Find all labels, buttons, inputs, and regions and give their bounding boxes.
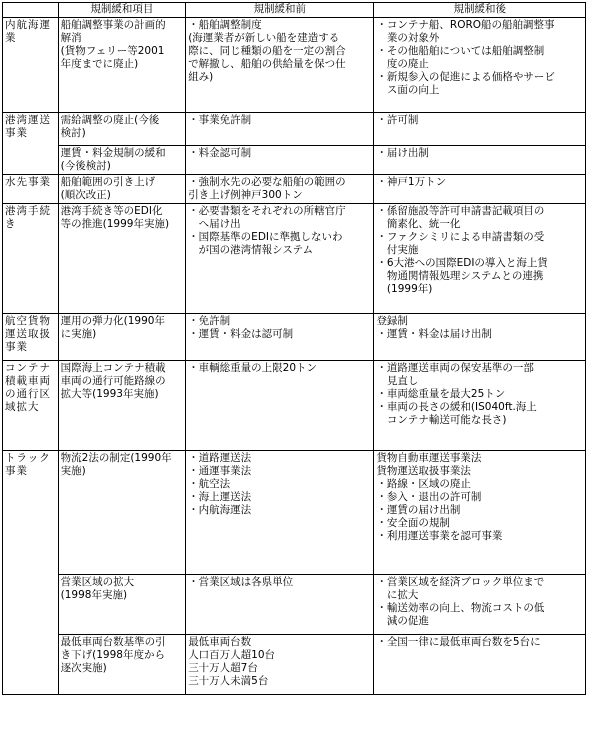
table-row [3, 314, 586, 361]
cell-line: ・許可制 [376, 114, 419, 126]
table-row [3, 175, 586, 204]
cell-line: 登録制 [376, 315, 408, 327]
cell-line: ・安全面の規制 [376, 517, 450, 529]
after-cell [374, 175, 586, 204]
table-row [3, 204, 586, 314]
cell-line: 検討) [60, 127, 86, 139]
cell-line: ・運賃・料金は認可制 [188, 328, 294, 340]
cell-line: (1998年実施) [60, 589, 128, 601]
cell-line: (順次改正) [60, 189, 111, 201]
table-row [3, 575, 586, 635]
before-cell [186, 635, 374, 695]
cell-line: ・必要書類をそれぞれの所轄官庁 [188, 205, 346, 217]
cell-line: ・料金認可制 [188, 147, 252, 159]
table-row [3, 113, 586, 146]
cell-line: ・強制水先の必要な船舶の範囲の [188, 176, 346, 188]
cell-line: ・営業区域を経済ブロック単位まで [376, 576, 545, 588]
cell-line: ・内航海運法 [188, 504, 252, 516]
cell-line: ・車輌総重量の上限20トン [188, 362, 318, 374]
cell-line: 減の促進 [376, 615, 429, 627]
cell-line: 営業区域の拡大 [60, 576, 135, 588]
header-after: 規制緩和後 [374, 3, 586, 18]
cell-line: ・道路運送法 [188, 452, 252, 464]
after-cell [374, 635, 586, 695]
cell-line: 船舶範囲の引き上げ [60, 176, 156, 188]
cell-line: 需給調整の廃止(今後 [60, 114, 160, 126]
after-cell [374, 575, 586, 635]
after-cell [374, 204, 586, 314]
cell-line: ・船舶調整制度 [188, 19, 262, 31]
before-cell [186, 204, 374, 314]
cell-line: ・道路運送車両の保安基準の一部 [376, 362, 534, 374]
cell-line: ・参入・退出の許可制 [376, 491, 482, 503]
cell-line: 貨物運送取扱事業法 [376, 465, 471, 477]
cell-line: 三十万人未満5台 [188, 675, 269, 687]
cell-line: ・その他船舶については船舶調整制 [376, 45, 545, 57]
cell-line: 物流2法の制定(1990年 [60, 452, 172, 464]
item-cell [58, 575, 186, 635]
cell-line: ス面の向上 [376, 84, 440, 96]
cell-line: ・事業免許制 [188, 114, 252, 126]
cell-line: 等の推進(1999年実施) [60, 218, 170, 230]
cell-line: が国の港湾情報システム [188, 244, 314, 256]
cell-line: き下げ(1998年度から [60, 649, 165, 661]
before-cell [186, 113, 374, 146]
before-cell [186, 175, 374, 204]
cell-line: 物通関情報処理システムとの連携 [376, 270, 544, 282]
cell-line: ・係留施設等許可申請書記載項目の [376, 205, 545, 217]
after-cell [374, 146, 586, 175]
before-cell [186, 18, 374, 113]
item-cell [58, 635, 186, 695]
after-cell [374, 113, 586, 146]
cell-line: ・免許制 [188, 315, 231, 327]
cell-line: (1999年) [376, 283, 433, 295]
cell-line: に拡大 [376, 589, 419, 601]
header-row [3, 3, 586, 18]
cell-line: コンテナ輸送可能な長さ) [376, 414, 507, 426]
cell-line: 業の対象外 [376, 32, 440, 44]
after-cell [374, 361, 586, 451]
cell-line: 国際海上コンテナ積載 [60, 362, 166, 374]
cell-line: 三十万人超7台 [188, 662, 258, 674]
cell-line: ・営業区域は各県単位 [188, 576, 294, 588]
cell-line: 逐次実施) [60, 662, 107, 674]
table-row [3, 361, 586, 451]
category-cell: 港湾運送事業 [3, 113, 59, 175]
regulation-table [2, 2, 586, 695]
cell-line: ・通運事業法 [188, 465, 252, 477]
cell-line: ・海上運送法 [188, 491, 252, 503]
cell-line: 際に、同じ種類の船を一定の割合 [188, 45, 346, 57]
cell-line: ・車両の長さの緩和(IS040ft.海上 [376, 401, 537, 413]
cell-line: へ届け出 [188, 218, 241, 230]
header-before: 規制緩和前 [186, 3, 374, 18]
item-cell [58, 146, 186, 175]
before-cell [186, 314, 374, 361]
table-row [3, 146, 586, 175]
category-cell: 港湾手続き [3, 204, 59, 314]
before-cell [186, 361, 374, 451]
cell-line: ・運賃・料金は届け出制 [376, 328, 492, 340]
cell-line: に実施) [60, 328, 97, 340]
cell-line: ・利用運送事業を認可事業 [376, 530, 503, 542]
category-cell: コンテナ積載車両の通行区域拡大 [3, 361, 59, 451]
cell-line: ・航空法 [188, 478, 231, 490]
cell-line: (今後検討) [60, 160, 111, 172]
cell-line: 貨物自動車運送事業法 [376, 452, 482, 464]
cell-line: 解消 [60, 32, 82, 44]
cell-line: 船舶調整事業の計画的 [60, 19, 166, 31]
cell-line: ・6大港への国際EDIの導入と海上貨 [376, 257, 548, 269]
cell-line: ・車両総重量を最大25トン [376, 388, 506, 400]
cell-line: 年度までに廃止) [60, 58, 139, 70]
cell-line: 組み) [188, 71, 214, 83]
item-cell [58, 361, 186, 451]
cell-line: ・全国一律に最低車両台数を5台に [376, 636, 541, 648]
cell-line: (貨物フェリー等2001 [60, 45, 165, 57]
cell-line: 拡大等(1993年実施) [60, 388, 159, 400]
item-cell [58, 451, 186, 575]
cell-line: ・届け出制 [376, 147, 429, 159]
cell-line: ・神戸1万トン [376, 176, 447, 188]
cell-line: ・路線・区域の廃止 [376, 478, 471, 490]
cell-line: ・コンテナ船、RORO船の船舶調整事 [376, 19, 555, 31]
item-cell [58, 175, 186, 204]
item-cell [58, 314, 186, 361]
category-cell: 水先事業 [3, 175, 59, 204]
cell-line: 度の廃止 [376, 58, 429, 70]
after-cell [374, 451, 586, 575]
cell-line: で解撤し、船舶の供給量を保つ仕 [188, 58, 346, 70]
cell-line: ・新規参入の促進による価格やサービ [376, 71, 555, 83]
after-cell [374, 18, 586, 113]
cell-line: 運用の弾力化(1990年 [60, 315, 165, 327]
cell-line: 最低車両台数基準の引 [60, 636, 166, 648]
cell-line: ・国際基準のEDIに準拠しないわ [188, 231, 343, 243]
cell-line: 最低車両台数 [188, 636, 252, 648]
cell-line: 人口百万人超10台 [188, 649, 276, 661]
cell-line: 引き上げ例神戸300トン [188, 189, 303, 201]
header-category [3, 3, 59, 18]
before-cell [186, 146, 374, 175]
cell-line: ・輸送効率の向上、物流コストの低 [376, 602, 545, 614]
before-cell [186, 575, 374, 635]
table-row [3, 635, 586, 695]
category-cell: トラック事業 [3, 451, 59, 695]
cell-line: 港湾手続き等のEDI化 [60, 205, 163, 217]
cell-line: ・運賃の届け出制 [376, 504, 461, 516]
category-cell: 内航海運業 [3, 18, 59, 113]
cell-line: 簡素化、統一化 [376, 218, 461, 230]
cell-line: (海運業者が新しい船を建造する [188, 32, 340, 44]
after-cell [374, 314, 586, 361]
cell-line: ・ファクシミリによる申請書類の受 [376, 231, 545, 243]
category-cell: 航空貨物運送取扱事業 [3, 314, 59, 361]
table-row [3, 18, 586, 113]
table-body [3, 18, 586, 695]
before-cell [186, 451, 374, 575]
header-item: 規制緩和項目 [58, 3, 186, 18]
cell-line: 運賃・料金規制の緩和 [60, 147, 166, 159]
table-row [3, 451, 586, 575]
item-cell [58, 18, 186, 113]
cell-line: 実施) [60, 465, 86, 477]
cell-line: 車両の通行可能路線の [60, 375, 166, 387]
cell-line: 付実施 [376, 244, 419, 256]
item-cell [58, 204, 186, 314]
cell-line: 見直し [376, 375, 419, 387]
item-cell [58, 113, 186, 146]
